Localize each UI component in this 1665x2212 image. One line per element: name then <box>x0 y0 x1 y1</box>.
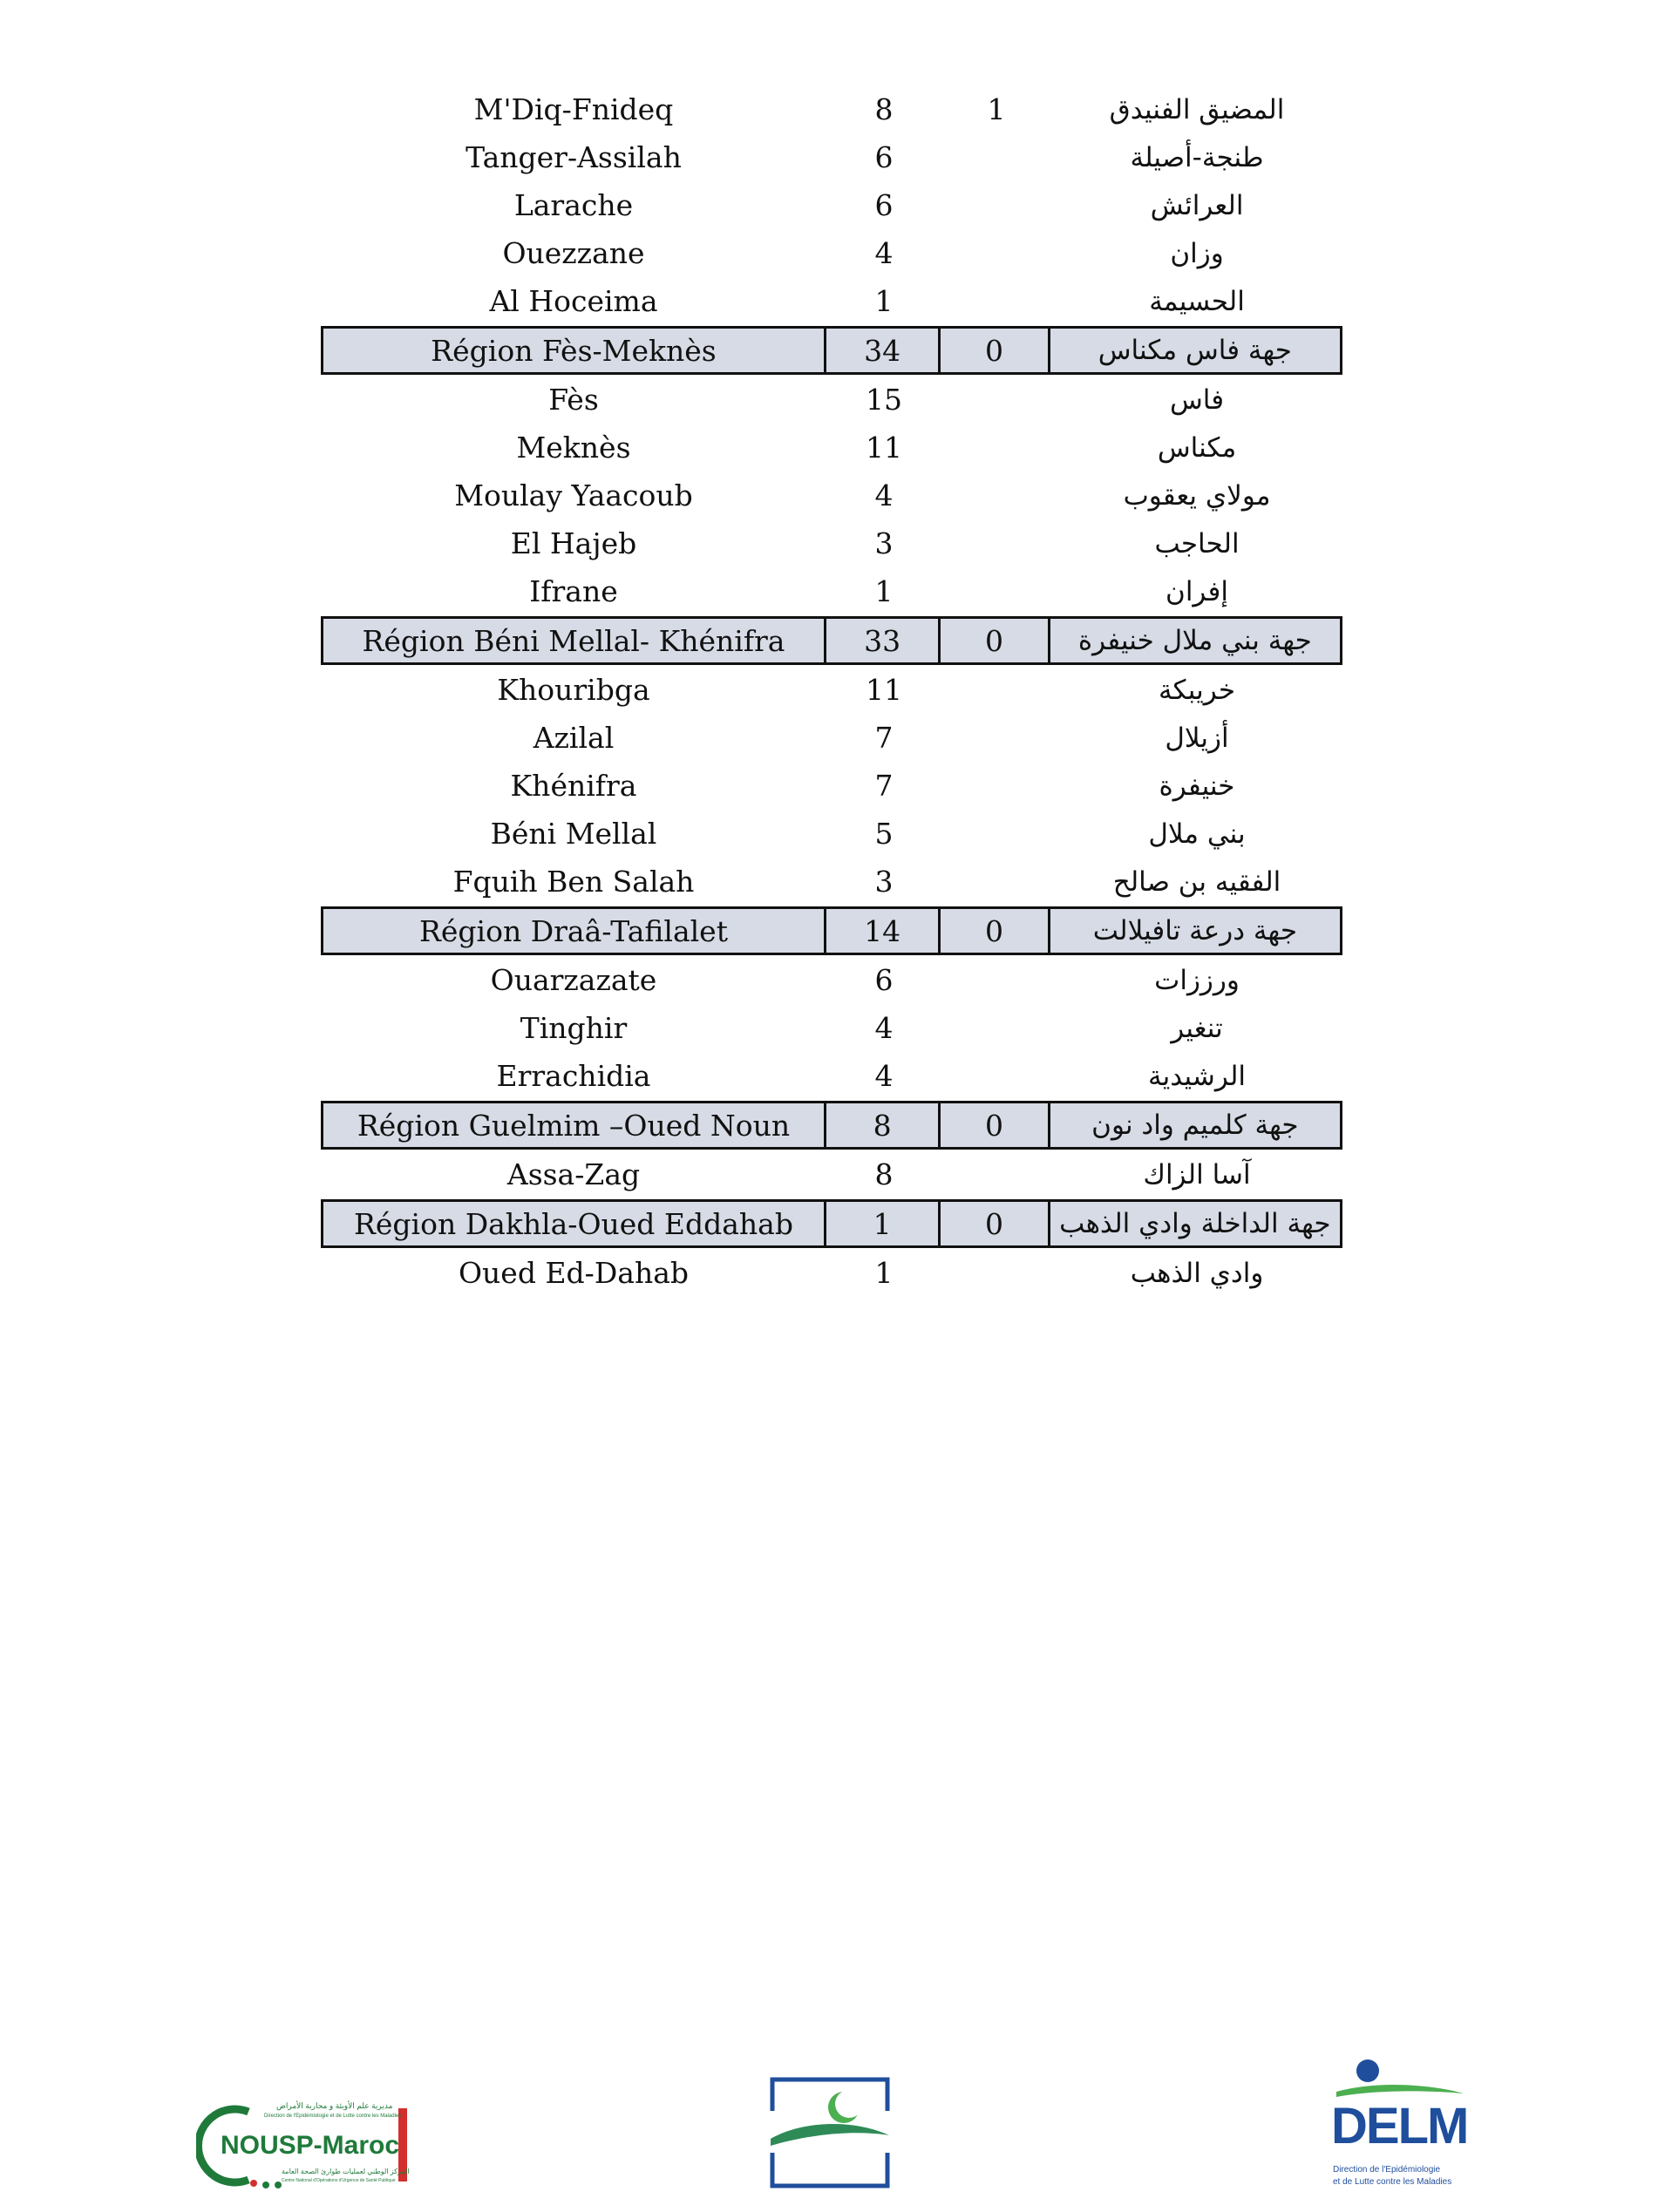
province-row <box>321 133 1342 181</box>
cell-name-ar: جهة الداخلة وادي الذهب <box>1059 1208 1331 1239</box>
cell-name-fr: Ouarzazate <box>490 963 657 997</box>
cell-name-fr: Béni Mellal <box>490 817 657 851</box>
cell-name-fr: Assa-Zag <box>506 1157 641 1191</box>
region-row <box>321 326 1342 375</box>
cell-name-fr: Ifrane <box>529 574 618 608</box>
nousp-french-line-2: Centre National d'Opérations d'Urgence de Santé Publique <box>282 2178 396 2183</box>
cell-name-fr: Larache <box>513 188 634 222</box>
cell-name-ar: المضيق الفنيدق <box>1109 93 1285 126</box>
region-row <box>321 1101 1342 1150</box>
cell-name-fr: Région Dakhla-Oued Eddahab <box>323 1202 826 1245</box>
province-row <box>321 714 1342 762</box>
cell-name-ar: آسا الزاك <box>1143 1158 1251 1191</box>
cell-count-2 <box>941 810 1051 858</box>
cell-name-fr: Khouribga <box>497 673 650 707</box>
nousp-maroc-logo <box>196 2096 416 2190</box>
province-row <box>321 1004 1342 1052</box>
cell-name-fr: Tinghir <box>520 1011 628 1045</box>
delm-subtitle-1: Direction de l'Epidémiologie <box>1333 2165 1441 2175</box>
cell-name-ar: الحاجب <box>1154 527 1240 560</box>
cell-name-ar: أزيلال <box>1165 722 1229 754</box>
cell-name-fr: El Hajeb <box>510 526 637 560</box>
nousp-logo-text: NOUSP-Maroc <box>221 2131 400 2160</box>
cell-count-1: 33 <box>826 619 941 662</box>
cell-count-2 <box>941 277 1051 325</box>
province-row <box>321 519 1342 567</box>
province-row <box>321 472 1342 519</box>
cell-name-fr: Khénifra <box>510 769 637 803</box>
cell-name-fr: Fquih Ben Salah <box>452 865 695 899</box>
delm-logo <box>1329 2059 1469 2198</box>
cell-count-2 <box>941 1052 1051 1100</box>
cell-name-ar: الرشيدية <box>1148 1060 1247 1092</box>
cell-name-ar: تنغير <box>1171 1012 1223 1044</box>
nousp-arabic-line-1: مديرية علم الأوبئة و محاربة الأمراض <box>276 2101 393 2110</box>
cell-name-ar: جهة كلميم واد نون <box>1091 1109 1299 1141</box>
region-row <box>321 616 1342 665</box>
cell-name-ar: إفران <box>1166 575 1228 607</box>
cell-name-ar: مكناس <box>1157 431 1237 464</box>
cell-count-1: 34 <box>826 329 941 372</box>
cell-name-fr: Errachidia <box>496 1059 651 1093</box>
cell-count-2 <box>941 762 1051 810</box>
region-row <box>321 1199 1342 1248</box>
cell-name-fr: Al Hoceima <box>489 284 658 318</box>
cell-name-ar: بني ملال <box>1148 818 1246 850</box>
cell-count-2 <box>941 1150 1051 1198</box>
cell-count-2 <box>941 666 1051 714</box>
cell-count-1: 8 <box>874 92 894 126</box>
cell-count-1: 1 <box>826 1202 941 1245</box>
cell-count-1: 8 <box>874 1157 894 1191</box>
cell-count-1: 7 <box>874 721 894 755</box>
nousp-arabic-line-2: المركز الوطني لعمليات طوارئ الصحة العامة <box>282 2168 410 2175</box>
province-row <box>321 277 1342 325</box>
cell-count-2 <box>941 424 1051 472</box>
cell-name-ar: خريبكة <box>1159 674 1235 706</box>
cell-count-1: 15 <box>866 383 902 417</box>
province-row <box>321 666 1342 714</box>
cell-count-1: 6 <box>874 188 894 222</box>
cell-name-ar: جهة فاس مكناس <box>1098 335 1292 366</box>
cell-name-ar: خنيفرة <box>1159 770 1235 802</box>
cell-name-ar: الحسيمة <box>1149 285 1245 317</box>
province-row <box>321 1249 1342 1297</box>
cell-name-fr: Ouezzane <box>502 236 645 270</box>
cell-name-fr: Moulay Yaacoub <box>454 478 693 512</box>
cell-count-2: 0 <box>941 1103 1050 1147</box>
cell-count-1: 6 <box>874 963 894 997</box>
cell-count-1: 11 <box>866 673 902 707</box>
cell-count-2: 0 <box>941 619 1050 662</box>
cell-name-fr: Région Draâ-Tafilalet <box>323 909 826 953</box>
cell-count-1: 4 <box>874 478 894 512</box>
cell-name-fr: Région Béni Mellal- Khénifra <box>323 619 826 662</box>
cell-count-2 <box>941 858 1051 906</box>
cell-count-2 <box>941 956 1051 1004</box>
cell-count-1: 4 <box>874 236 894 270</box>
cell-count-1: 7 <box>874 769 894 803</box>
cell-count-1: 6 <box>874 140 894 174</box>
cell-count-1: 1 <box>874 1256 894 1290</box>
ministry-crescent-icon <box>769 2076 891 2189</box>
cell-name-fr: Oued Ed-Dahab <box>459 1256 689 1290</box>
cell-count-2 <box>941 1004 1051 1052</box>
cell-name-ar: جهة بني ملال خنيفرة <box>1077 625 1312 656</box>
cell-count-2 <box>941 472 1051 519</box>
cell-name-ar: وزان <box>1170 237 1224 269</box>
cell-count-2 <box>941 133 1051 181</box>
ministry-health-logo <box>769 2076 891 2189</box>
cell-count-2: 0 <box>941 909 1050 953</box>
cell-count-2: 0 <box>941 329 1050 372</box>
cell-count-1: 14 <box>826 909 941 953</box>
nousp-french-line-1: Direction de l'Epidémiologie et de Lutte contre les Maladies <box>264 2114 402 2119</box>
province-row <box>321 762 1342 810</box>
cell-name-ar: جهة درعة تافيلالت <box>1092 915 1297 947</box>
cell-name-ar: طنجة-أصيلة <box>1130 141 1264 173</box>
province-row <box>321 376 1342 424</box>
cell-count-2 <box>941 376 1051 424</box>
province-row <box>321 424 1342 472</box>
province-row <box>321 810 1342 858</box>
province-row <box>321 181 1342 229</box>
regional-cases-table <box>321 85 1342 1297</box>
cell-count-2 <box>941 714 1051 762</box>
cell-count-1: 3 <box>874 865 894 899</box>
cell-count-2 <box>941 567 1051 615</box>
cell-count-2 <box>941 1249 1051 1297</box>
delm-logo-text: DELM <box>1331 2098 1468 2154</box>
cell-count-2 <box>941 229 1051 277</box>
cell-name-fr: Azilal <box>533 721 615 755</box>
cell-name-ar: مولاي يعقوب <box>1123 479 1271 512</box>
cell-count-1: 4 <box>874 1011 894 1045</box>
cell-name-ar: فاس <box>1169 383 1225 416</box>
cell-count-1: 3 <box>874 526 894 560</box>
province-row <box>321 858 1342 906</box>
cell-name-ar: وادي الذهب <box>1130 1257 1264 1289</box>
cell-count-2 <box>941 519 1051 567</box>
province-row <box>321 567 1342 615</box>
cell-name-fr: Tanger-Assilah <box>466 140 682 174</box>
cell-name-fr: Meknès <box>516 431 631 465</box>
province-row <box>321 85 1342 133</box>
cell-count-1: 11 <box>866 431 902 465</box>
cell-count-2 <box>941 181 1051 229</box>
cell-name-fr: M'Diq-Fnideq <box>473 92 674 126</box>
cell-name-ar: ورززات <box>1154 964 1240 996</box>
cell-name-ar: الفقيه بن صالح <box>1112 865 1281 898</box>
cell-name-ar: العرائش <box>1150 189 1244 221</box>
province-row <box>321 956 1342 1004</box>
cell-count-2: 1 <box>987 92 1006 126</box>
cell-count-1: 4 <box>874 1059 894 1093</box>
cell-name-fr: Région Fès-Meknès <box>323 329 826 372</box>
province-row <box>321 1052 1342 1100</box>
cell-count-1: 8 <box>826 1103 941 1147</box>
cell-name-fr: Fès <box>548 383 599 417</box>
province-row <box>321 1150 1342 1198</box>
cell-count-1: 1 <box>874 574 894 608</box>
cell-count-1: 5 <box>874 817 894 851</box>
province-row <box>321 229 1342 277</box>
delm-subtitle-2: et de Lutte contre les Maladies <box>1333 2177 1452 2187</box>
cell-count-1: 1 <box>874 284 894 318</box>
cell-name-fr: Région Guelmim –Oued Noun <box>323 1103 826 1147</box>
region-row <box>321 906 1342 955</box>
cell-count-2: 0 <box>941 1202 1050 1245</box>
